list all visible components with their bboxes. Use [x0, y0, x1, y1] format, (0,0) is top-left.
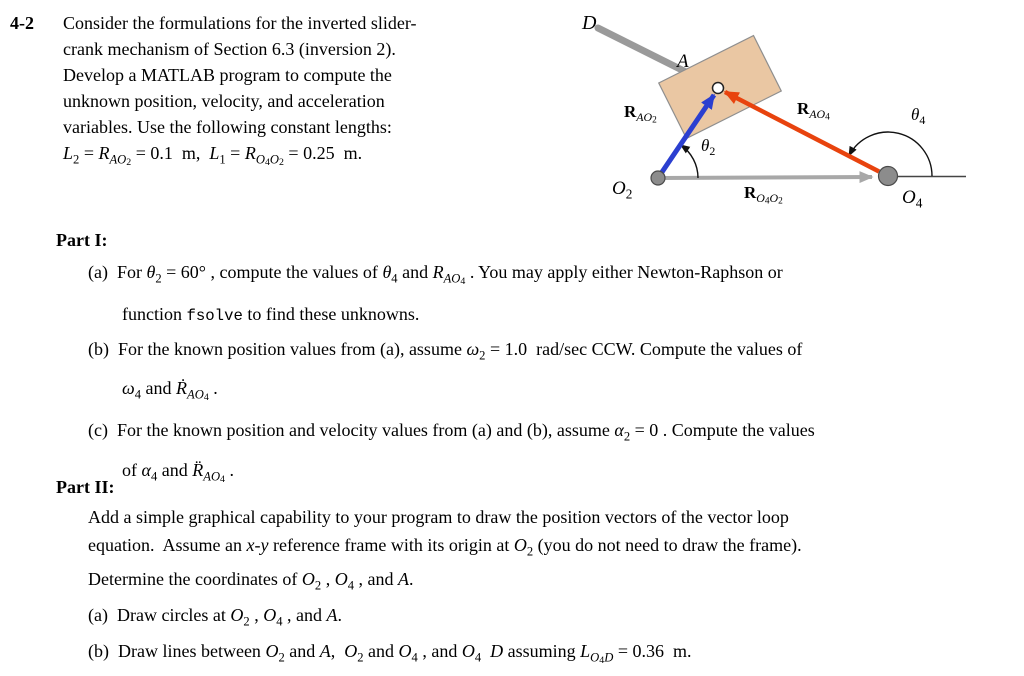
- part-1-section: [56, 227, 1002, 496]
- part-2-body: Add a simple graphical capability to your program to draw the position vectors of the vector loop equation. Assume an x-y reference frame with its origin at $O_2$ (you do not need to draw the frame). Determine the coordinates of $O_2$ , $O_4$ , and A.: [88, 507, 802, 593]
- ground-joint-o2: [651, 171, 665, 185]
- mechanism-diagram: [554, 0, 1024, 240]
- problem-statement-section: [10, 10, 558, 176]
- part-1-item-a: (a) For $\theta_2 = 60^\circ$ , compute the values of $\theta_4$ and $R_{AO4}$ . You may apply either Newton-Raphson or function fsolve to find these unknowns.: [88, 262, 783, 325]
- ground-joint-o4: [879, 167, 898, 186]
- part-1-heading: Part I:: [56, 230, 108, 250]
- label-point-d: D: [582, 12, 597, 34]
- part-2-section: [56, 474, 1002, 676]
- problem-statement: Consider the formulations for the inverted slider- crank mechanism of Section 6.3 (inversion 2). Develop a MATLAB program to compute the unknown position, velocity, and acceleration variables. Use the following constant lengths: $L_2 = R_{AO2} = 0.1$ m, $L_1 = R_{O4O2} = 0.25$ m.: [63, 13, 417, 168]
- part-1-item-c: (c) For the known position and velocity values from (a) and (b), assume $\alpha_2 = 0$ . Compute the values of $\alpha_4$ and $R̈_{AO4}$ .: [88, 420, 815, 485]
- theta2-arc: [681, 145, 698, 178]
- label-theta2: $\theta_2$: [701, 136, 716, 159]
- label-point-o2: $O_2$: [612, 178, 633, 202]
- part-1-item-b: (b) For the known position values from (a), assume $\omega_2 = 1.0$ rad/sec CCW. Compute the values of $\omega_4$ and $Ṙ_{AO4}$ .: [88, 338, 803, 404]
- label-vector-r-ao2: $R_{AO2}$: [624, 102, 657, 126]
- label-vector-r-ao4: $R_{AO4}$: [797, 99, 830, 123]
- label-vector-r-o4o2: $R_{O4O2}$: [744, 183, 783, 207]
- pin-joint-a: [713, 83, 724, 94]
- part-2-item-a: (a) Draw circles at $O_2$ , $O_4$ , and A.: [88, 604, 343, 629]
- label-theta4: $\theta_4$: [911, 105, 926, 128]
- part-2-heading: Part II:: [56, 477, 115, 497]
- problem-number: 4-2: [10, 13, 34, 33]
- label-point-o4: $O_4$: [902, 187, 923, 211]
- label-point-a: A: [677, 51, 689, 72]
- part-2-item-b: (b) Draw lines between $O_2$ and A, $O_2$ and $O_4$ , and $O_4$ D assuming $L_{O4D} = 0.36$ m.: [88, 641, 692, 667]
- ground-vector-r-o4o2: [660, 177, 872, 178]
